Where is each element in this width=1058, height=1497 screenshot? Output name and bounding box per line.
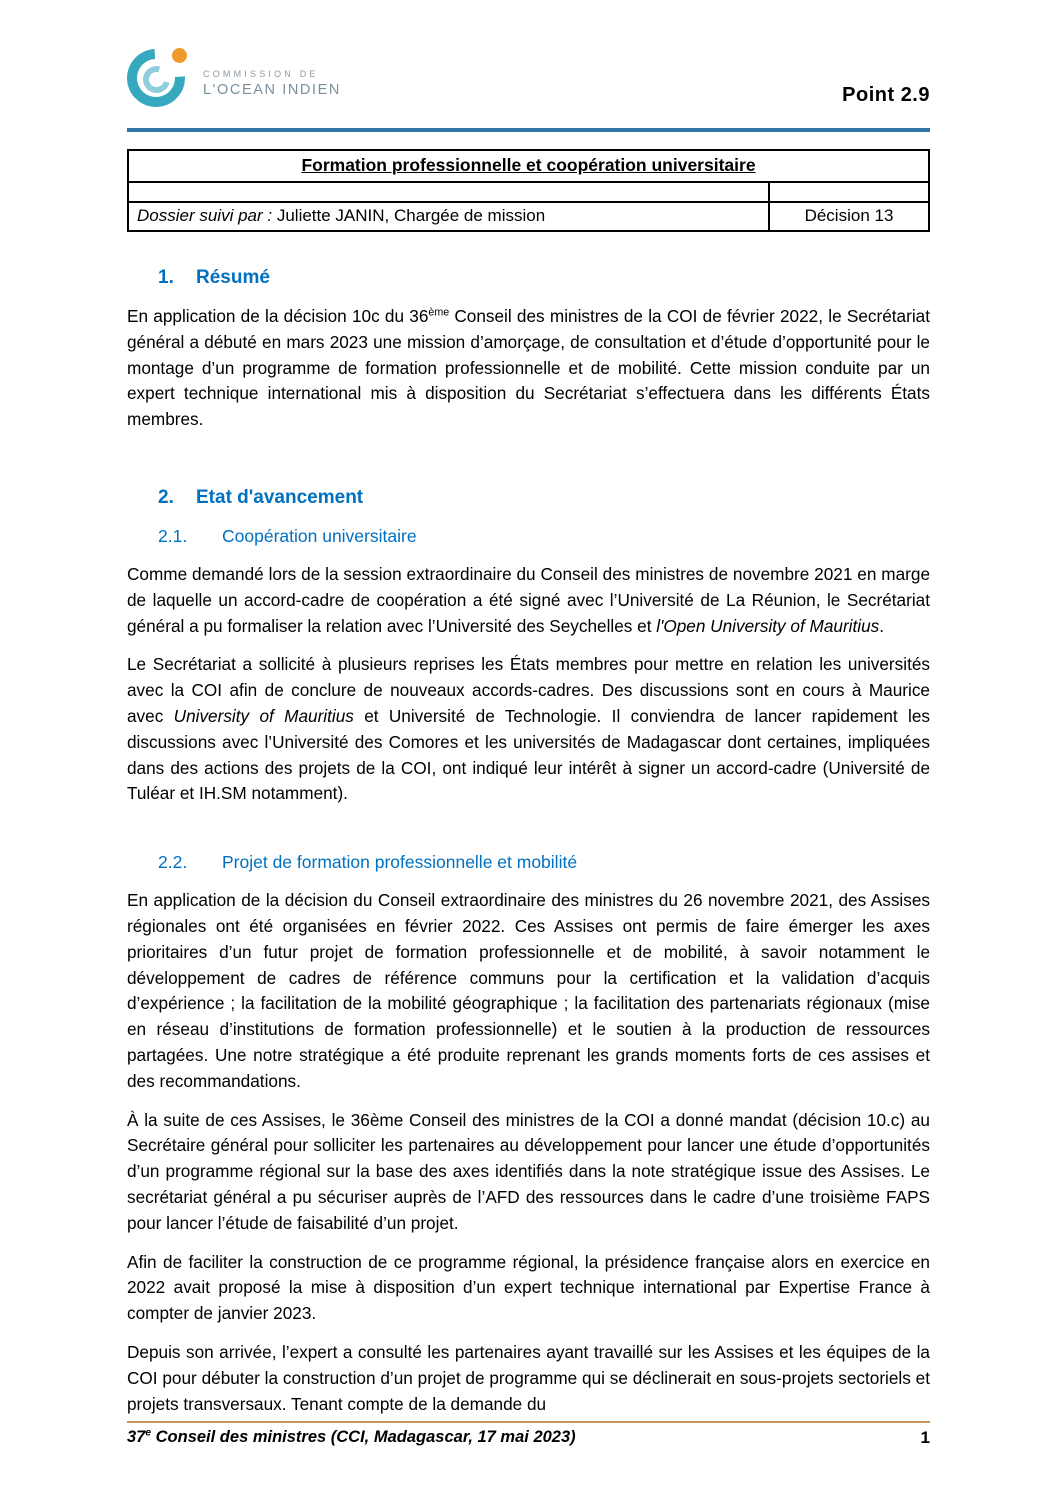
table-empty-row [128,182,929,202]
paragraph-coop-1: Comme demandé lors de la session extraordinaire du Conseil des ministres de novembre 2021 en marge de laquelle un accord-cadre de coopération a été signé avec l’Université de La Réunion, le Secrétariat général a pu formaliser la relation avec l’Université des Seychelles et l'Open University of Mauritius. [127,563,930,636]
section-2-number: 2. [158,486,174,508]
footer-rule [127,1421,930,1423]
logo-orange-dot [172,48,187,63]
paragraph-projet-4: Depuis son arrivée, l’expert a consulté les partenaires ayant travaillé sur les Assises et les équipes de la COI pour débuter la construction d’un projet de programme qui se déclinerait en sous-projets sectoriels et projets transversaux. Tenant compte de la demande du [127,1341,930,1414]
coi-logo [127,47,341,111]
logo-org-name-line1: COMMISSION DE [203,68,319,79]
paragraph-projet-1: En application de la décision du Conseil extraordinaire des ministres du 26 novembre 2021, des Assises régionales ont été organisées en février 2022. Ces Assises ont permis de faire émerger les axes prioritaires d’un futur projet de formation professionnelle et de mobilité, à savoir notamment le développement de cadres de référence communs pour la certification et la validation d’acquis d’expérience ; la facilitation de la mobilité géographique ; la facilitation des partenariats régionaux (mise en réseau d’institutions de formation professionnelle) et le soutien à la production de ressources partagées. Une notre stratégique a été produite reprenant les grands moments forts de ces assises et des recommandations. [127,890,930,1091]
logo-text [203,61,341,98]
table-title-row [128,150,929,182]
empty-cell-right [769,182,929,202]
empty-cell-left [128,182,769,202]
section-2-1-number: 2.1. [158,525,188,546]
paragraph-projet-2: À la suite de ces Assises, le 36ème Conseil des ministres de la COI a donné mandat (décision 10.c) au Secrétaire général pour solliciter les partenaires au développement pour lancer une étude d’opportunités d’un programme régional sur la base des axes identifiés dans la note stratégique issue des Assises. Le secrétariat général a pu sécuriser auprès de l’AFD des ressources dans le cadre d’une troisième FAPS pour lancer l’étude de faisabilité d’un projet. [127,1109,930,1233]
section-1-number: 1. [158,267,174,288]
document-title: Formation professionnelle et coopération universitaire [128,150,929,182]
section-2-2-title: Projet de formation professionnelle et mobilité [222,852,578,873]
header-rule [127,128,930,132]
paragraph-projet-3: Afin de faciliter la construction de ce programme régional, la présidence française alors en exercice en 2022 avait proposé la mise à disposition d’un expert technique international par Expertise France à compter de janvier 2023. [127,1251,930,1324]
info-table [127,149,930,232]
footer-document-reference: 37e Conseil des ministres (CCI, Madagascar, 17 mai 2023) [127,1427,576,1446]
section-1-title: Résumé [196,267,270,288]
page-header [127,0,930,111]
section-2-2-number: 2.2. [158,852,188,873]
section-2-2-heading [127,851,930,874]
page-footer [127,1428,930,1448]
section-2-1-heading [127,525,930,548]
agenda-point-label: Point 2.9 [842,84,930,106]
section-2-title: Etat d'avancement [196,486,364,508]
page-number: 1 [920,1428,930,1447]
section-1-heading [127,266,930,290]
dossier-cell: Dossier suivi par : Juliette JANIN, Chargée de mission [128,202,769,231]
decision-cell: Décision 13 [769,202,929,231]
coi-logo-icon [127,47,191,111]
paragraph-coop-2: Le Secrétariat a sollicité à plusieurs reprises les États membres pour mettre en relation les universités avec la COI afin de conclure de nouveaux accords-cadres. Des discussions sont en cours à Maurice avec University of Mauritius et Université de Technologie. Il conviendra de lancer rapidement les discussions avec l’Université des Comores et les universités de Madagascar dont certaines, impliquées dans des actions des projets de la COI, ont indiqué leur intérêt à signer un accord-cadre (Université de Tuléar et IH.SM notamment). [127,654,930,804]
table-dossier-row [128,202,929,231]
section-2-1-title: Coopération universitaire [222,525,417,546]
logo-org-name-line2: L'OCEAN INDIEN [203,81,341,98]
section-2-heading [127,486,930,510]
paragraph-resume: En application de la décision 10c du 36ème Conseil des ministres de la COI de février 2022, le Secrétariat général a débuté en mars 2023 une mission d’amorçage, de consultation et d’étude d’opportunité pour le montage d’un programme de formation professionnelle et de mobilité. Cette mission conduite par un expert technique international mis à disposition du Secrétariat s’effectuera dans les différents États membres. [127,306,930,430]
